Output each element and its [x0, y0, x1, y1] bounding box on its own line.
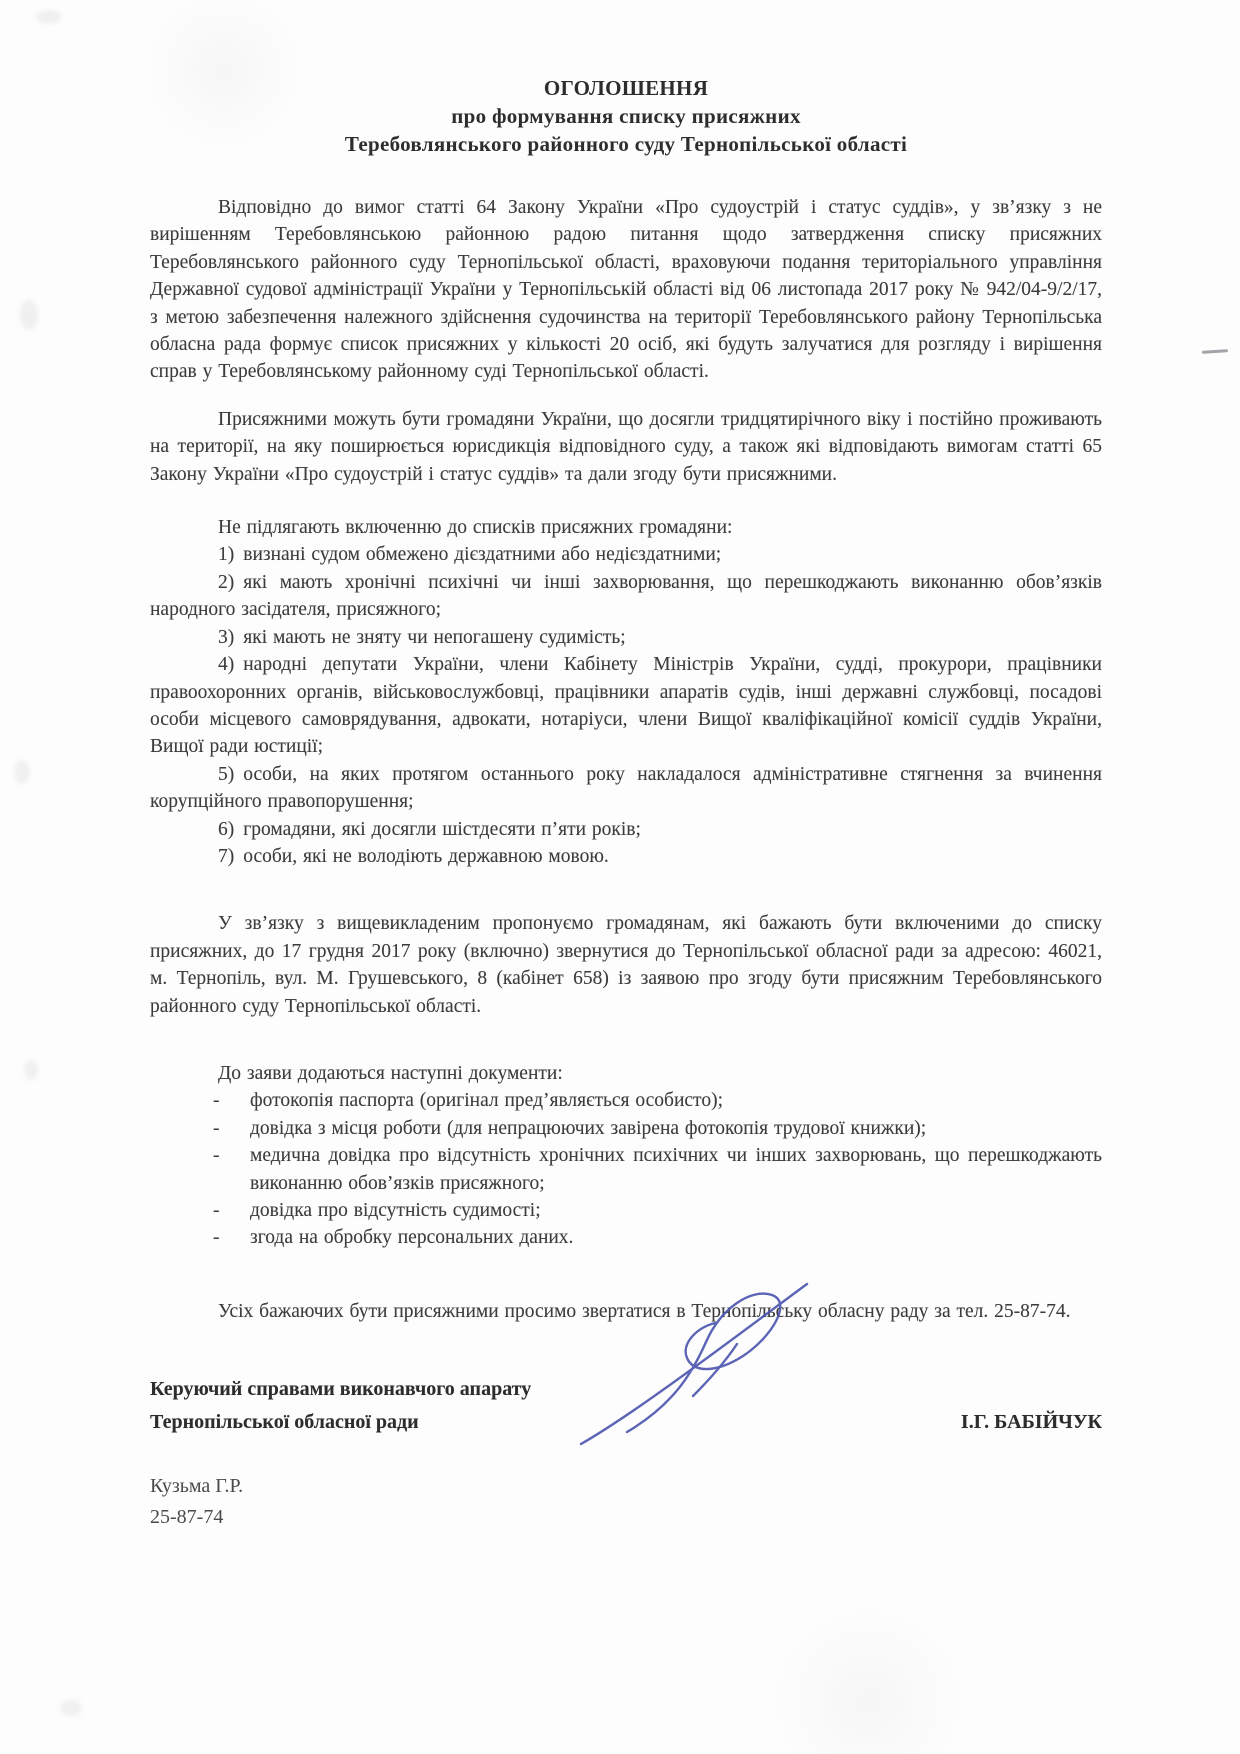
scan-artifact — [60, 1700, 82, 1716]
documents-list — [150, 1087, 1102, 1251]
document-item-5 — [213, 1224, 1102, 1251]
item-text: визнані судом обмежено дієздатними або недієздатними; — [243, 544, 722, 566]
document-item-4 — [213, 1197, 1102, 1224]
exclusion-item-4 — [150, 651, 1102, 761]
document-title — [150, 74, 1102, 158]
exclusion-item-2 — [150, 569, 1102, 624]
item-text: довідка з місця роботи (для непрацюючих завірена фотокопія трудової книжки); — [250, 1117, 927, 1139]
paragraph-juror-requirements: Присяжними можуть бути громадяни України, що досягли тридцятирічного віку і постійно проживають на території, на яку поширюється юрисдикція відповідного суду, а також які відповідають вимогам статті 65 Закону України «Про судоустрій і статус суддів» та дали згоду бути присяжними. — [150, 408, 1102, 485]
item-number: 1) — [218, 544, 235, 566]
dash-marker: - — [213, 1145, 220, 1167]
item-text: народні депутати України, члени Кабінету Міністрів України, судді, прокурори, працівники правоохоронних органів, військовослужбовці, працівники апаратів судів, інші державні службовці, посадові особи місцевого самоврядування, адвокати, нотаріуси, члени Вищої кваліфікаційної комісії суддів України, Вищої ради юстиції; — [150, 654, 1102, 758]
exclusion-item-6 — [150, 816, 1102, 843]
item-number: 4) — [218, 654, 235, 676]
document-item-3 — [213, 1142, 1102, 1197]
item-text: медична довідка про відсутність хронічних психічних чи інших захворювань, що перешкоджають виконанню обов’язків присяжного; — [250, 1145, 1102, 1194]
scan-artifact — [36, 10, 62, 24]
documents-list-intro: До заяви додаються наступні документи: — [218, 1062, 563, 1084]
paragraph-application-call: У зв’язку з вищевикладеним пропонуємо громадянам, які бажають бути включеними до списку присяжних, до 17 грудня 2017 року (включно) звернутися до Тернопільської обласної ради за адресою: 46021, м. Тернопіль, вул. М. Грушевського, 8 (кабінет 658) із заявою про згоду бути присяжним Теребовлянського районного суду Тернопільської області. — [150, 913, 1102, 1017]
item-number: 5) — [218, 763, 235, 785]
scan-artifact — [20, 300, 38, 330]
item-text: особи, які не володіють державною мовою. — [243, 845, 609, 867]
title-line-2: про формування списку присяжних — [451, 104, 801, 128]
item-text: особи, на яких протягом останнього року накладалося адміністративне стягнення за вчинення корупційного правопорушення; — [150, 763, 1102, 813]
item-text: довідка про відсутність судимості; — [250, 1200, 541, 1221]
item-text: громадяни, які досягли шістдесяти п’яти років; — [243, 818, 641, 840]
signatory-position-line-1: Керуючий справами виконавчого апарату — [150, 1378, 532, 1401]
dash-marker: - — [213, 1200, 220, 1221]
signature-block — [150, 1373, 1102, 1439]
item-number: 7) — [218, 845, 235, 867]
dash-marker: - — [213, 1227, 220, 1249]
paragraph-legal-basis: Відповідно до вимог статті 64 Закону України «Про судоустрій і статус суддів», у зв’язку з не вирішенням Теребовлянською районною радою питання щодо затвердження списку присяжних Теребовлянського районного суду Тернопільської області, враховуючи подання територіального управління Державної судової адміністрації України у Тернопільській області від 06 листопада 2017 року № 942/04-9/2/17, з метою забезпечення належного здійснення судочинства на території Теребовлянського району Тернопільська обласна рада формує список присяжних у кількості 20 осіб, які будуть залучатися для розгляду і вирішення справ у Теребовлянському районному суді Тернопільської області. — [150, 197, 1102, 383]
exclusion-item-7 — [150, 843, 1102, 870]
executor-name: Кузьма Г.Р. — [150, 1475, 244, 1498]
item-text: які мають хронічні психічні чи інші захворювання, що перешкоджають виконанню обов’язків народного засідателя, присяжного; — [150, 571, 1102, 621]
scan-artifact — [14, 760, 30, 784]
exclusion-list — [150, 541, 1102, 870]
signatory-position — [150, 1373, 531, 1439]
signatory-position-line-2: Тернопільської обласної ради — [150, 1411, 419, 1434]
paragraph-contact: Усіх бажаючих бути присяжними просимо звертатися в Тернопільську обласну раду за тел. 25-87-74. — [218, 1300, 1071, 1322]
exclusion-item-3 — [150, 624, 1102, 651]
title-line-3: Теребовлянського районного суду Тернопільської області — [344, 132, 908, 156]
exclusion-item-5 — [150, 761, 1102, 816]
item-text: які мають не зняту чи непогашену судимість; — [243, 626, 626, 648]
item-number: 2) — [218, 571, 235, 593]
title-line-1: ОГОЛОШЕННЯ — [543, 76, 709, 100]
item-number: 6) — [218, 818, 235, 840]
executor-block — [150, 1471, 1102, 1533]
item-number: 3) — [218, 626, 235, 648]
document-item-1 — [213, 1087, 1102, 1114]
exclusion-list-intro: Не підлягають включенню до списків присяжних громадяни: — [218, 517, 733, 539]
dash-marker: - — [213, 1090, 220, 1112]
executor-phone: 25-87-74 — [150, 1506, 224, 1529]
signatory-name: І.Г. БАБІЙЧУК — [960, 1411, 1102, 1434]
dash-marker: - — [213, 1117, 220, 1139]
document-item-2 — [213, 1115, 1102, 1142]
scan-artifact — [24, 1060, 38, 1080]
exclusion-item-1 — [150, 541, 1102, 568]
item-text: фотокопія паспорта (оригінал пред’являється особисто); — [250, 1090, 723, 1112]
item-text: згода на обробку персональних даних. — [250, 1227, 574, 1249]
